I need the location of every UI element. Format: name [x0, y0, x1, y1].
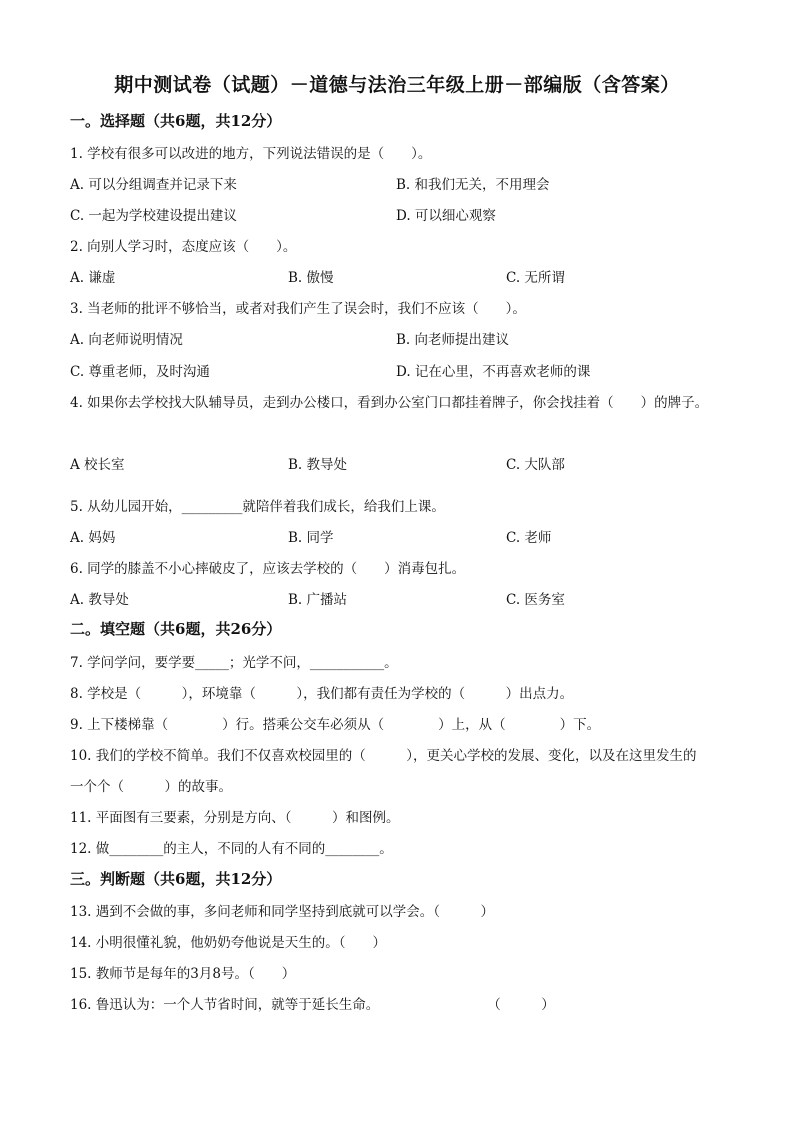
- question-4-stem: 4. 如果你去学校找大队辅导员，走到办公楼口，看到办公室门口都挂着牌子，你会找挂着（ ）的牌子。: [70, 395, 709, 411]
- question-5-option-b: B. 同学: [288, 530, 334, 546]
- judge-question-14: 14. 小明很懂礼貌，他奶奶夸他说是天生的。（ ）: [70, 935, 387, 951]
- question-4-option-b: B. 教导处: [288, 457, 348, 473]
- question-3-option-d: D. 记在心里，不再喜欢老师的课: [396, 364, 591, 380]
- fill-question-10: 10. 我们的学校不简单。我们不仅喜欢校园里的（ ），更关心学校的发展、变化，以及在这里发生的: [70, 748, 697, 764]
- question-3-option-a: A. 向老师说明情况: [70, 332, 183, 348]
- question-4-option-a: A 校长室: [70, 457, 125, 473]
- question-1-option-a: A. 可以分组调查并记录下来: [70, 177, 237, 193]
- question-3-stem: 3. 当老师的批评不够恰当，或者对我们产生了误会时，我们不应该（ ）。: [70, 301, 526, 317]
- question-1-option-d: D. 可以细心观察: [396, 208, 496, 224]
- fill-question-7: 7. 学问学问，要学要_____；光学不问，___________。: [70, 655, 398, 671]
- question-5-option-c: C. 老师: [506, 530, 552, 546]
- question-6-option-b: B. 广播站: [288, 592, 348, 608]
- fill-question-8: 8. 学校是（ ），环境靠（ ），我们都有责任为学校的（ ）出点力。: [70, 686, 574, 702]
- section-heading-fill: 二。填空题（共6题，共26分）: [70, 620, 282, 638]
- question-4-option-c: C. 大队部: [506, 457, 565, 473]
- judge-question-13: 13. 遇到不会做的事，多问老师和同学坚持到底就可以学会。（ ）: [70, 904, 495, 920]
- question-6-option-a: A. 教导处: [70, 592, 129, 608]
- question-5-stem: 5. 从幼儿园开始，_________就陪伴着我们成长，给我们上课。: [70, 499, 445, 515]
- question-3-option-b: B. 向老师提出建议: [396, 332, 510, 348]
- question-6-stem: 6. 同学的膝盖不小心摔破皮了，应该去学校的（ ）消毒包扎。: [70, 561, 466, 577]
- question-1-option-b: B. 和我们无关，不用理会: [396, 177, 550, 193]
- question-2-option-c: C. 无所谓: [506, 270, 565, 286]
- question-2-option-a: A. 谦虚: [70, 270, 116, 286]
- page-title: 期中测试卷（试题）－道德与法治三年级上册－部编版（含答案）: [114, 74, 680, 96]
- question-3-option-c: C. 尊重老师，及时沟通: [70, 364, 210, 380]
- question-6-option-c: C. 医务室: [506, 592, 565, 608]
- judge-question-16: 16. 鲁迅认为：一个人节省时间，就等于延长生命。 （ ）: [70, 997, 555, 1013]
- question-5-option-a: A. 妈妈: [70, 530, 116, 546]
- fill-question-10-cont: 一个个（ ）的故事。: [70, 779, 232, 795]
- section-heading-choice: 一。选择题（共6题，共12分）: [70, 112, 282, 130]
- fill-question-12: 12. 做________的主人，不同的人有不同的________。: [70, 841, 393, 857]
- question-1-option-c: C. 一起为学校建设提出建议: [70, 208, 237, 224]
- question-2-stem: 2. 向别人学习时，态度应该（ ）。: [70, 239, 297, 255]
- fill-question-11: 11. 平面图有三要素，分别是方向、（ ）和图例。: [70, 810, 400, 826]
- fill-question-9: 9. 上下楼梯靠（ ）行。搭乘公交车必须从（ ）上，从（ ）下。: [70, 717, 601, 733]
- section-heading-judge: 三。判断题（共6题，共12分）: [70, 870, 282, 888]
- question-1-stem: 1. 学校有很多可以改进的地方，下列说法错误的是（ ）。: [70, 146, 432, 162]
- judge-question-15: 15. 教师节是每年的3月8号。（ ）: [70, 966, 296, 982]
- question-2-option-b: B. 傲慢: [288, 270, 334, 286]
